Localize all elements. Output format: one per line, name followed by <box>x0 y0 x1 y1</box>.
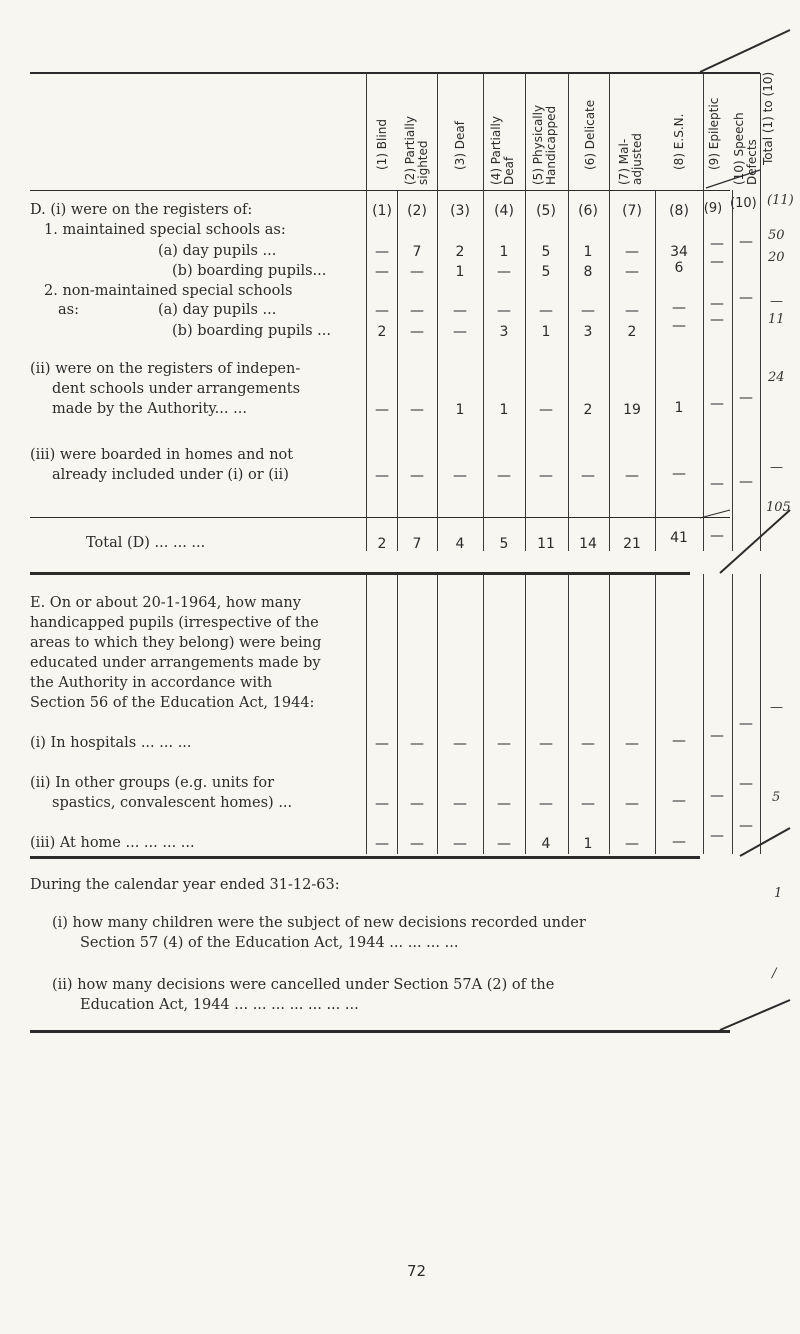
col-number: (9) <box>703 201 723 216</box>
cell: — <box>410 264 424 280</box>
cell: — <box>410 796 424 812</box>
cell: — <box>672 318 686 334</box>
cell: 1 <box>541 324 551 340</box>
cell: — <box>375 796 389 812</box>
col-header-deaf: (3) Deaf <box>453 120 467 170</box>
cell: — <box>453 796 467 812</box>
cell: — <box>672 466 686 482</box>
column-rule <box>483 574 484 854</box>
cell: 41 <box>670 530 688 546</box>
cell: 1 <box>674 400 684 416</box>
column-rule <box>732 574 733 854</box>
column-rule <box>397 574 398 854</box>
column-rule <box>568 73 569 551</box>
cell: — <box>375 244 389 260</box>
cell: 11 <box>768 312 785 327</box>
row-label: (ii) were on the registers of indepen- <box>30 361 301 377</box>
col-header-partially-sighted: (2) Partially sighted <box>403 116 430 185</box>
cell: 2 <box>455 244 465 260</box>
cell: — <box>539 736 553 752</box>
column-rule <box>525 73 526 551</box>
cell: 1 <box>455 402 465 418</box>
col-header-blind: (1) Blind <box>375 119 389 170</box>
col-number: (4) <box>494 203 514 219</box>
footer-q2: (ii) how many decisions were cancelled under Section 57A (2) of the <box>52 977 555 993</box>
column-rule <box>397 190 398 551</box>
column-rule <box>655 190 656 551</box>
bottom-rule <box>30 1030 730 1033</box>
cell: 5 <box>499 536 509 552</box>
margin-stroke <box>700 30 790 72</box>
cell: 5 <box>541 244 551 260</box>
col-number: (1) <box>372 203 392 219</box>
cell: — <box>410 324 424 340</box>
cell: — <box>497 796 511 812</box>
col-number: (8) <box>669 203 689 219</box>
cell: — <box>453 468 467 484</box>
column-rule <box>760 574 761 854</box>
section-rule <box>30 572 690 575</box>
cell: — <box>497 303 511 319</box>
col-header-maladjusted: (7) Mal- adjusted <box>617 133 644 185</box>
column-rule <box>525 574 526 854</box>
footer-q2: Education Act, 1944 ... ... ... ... ... ... ... <box>80 997 359 1013</box>
cell: — <box>710 788 724 804</box>
col-number: (6) <box>578 203 598 219</box>
cell: — <box>710 254 724 270</box>
cell: 24 <box>768 370 785 385</box>
cell: — <box>625 796 639 812</box>
col-header-physically-handicapped: (5) Physically Handicapped <box>531 104 558 185</box>
cell: — <box>581 796 595 812</box>
cell: — <box>581 303 595 319</box>
cell: — <box>497 836 511 852</box>
column-rule <box>437 73 438 551</box>
cell: — <box>710 528 724 544</box>
cell: — <box>739 818 753 834</box>
cell: 1 <box>583 244 593 260</box>
cell: 1 <box>499 244 509 260</box>
cell: 2 <box>377 324 387 340</box>
cell: 11 <box>537 536 555 552</box>
header-rule <box>30 190 730 191</box>
cell: — <box>710 396 724 412</box>
cell: — <box>625 244 639 260</box>
section-e-line: E. On or about 20-1-1964, how many <box>30 595 301 611</box>
cell: — <box>710 828 724 844</box>
cell: 3 <box>583 324 593 340</box>
col-number: (3) <box>450 203 470 219</box>
section-e-line: educated under arrangements made by <box>30 655 321 671</box>
cell: — <box>739 474 753 490</box>
cell: — <box>453 836 467 852</box>
cell: 5 <box>541 264 551 280</box>
cell: — <box>625 303 639 319</box>
cell: — <box>497 468 511 484</box>
cell: — <box>581 736 595 752</box>
cell: — <box>453 324 467 340</box>
cell: 1 <box>583 836 593 852</box>
cell: — <box>710 312 724 328</box>
cell: — <box>672 300 686 316</box>
cell: 20 <box>768 250 785 265</box>
page-number: 72 <box>407 1262 427 1280</box>
col-number: (5) <box>536 203 556 219</box>
cell: — <box>410 303 424 319</box>
cell: 7 <box>412 536 422 552</box>
cell: 8 <box>583 264 593 280</box>
row-label: (iii) At home ... ... ... ... <box>30 835 195 851</box>
row-label: already included under (i) or (ii) <box>52 467 289 483</box>
cell: — <box>625 264 639 280</box>
col-number: (11) <box>767 193 794 208</box>
section-e-line: the Authority in accordance with <box>30 675 273 691</box>
section-rule <box>30 856 700 859</box>
row-label: (i) In hospitals ... ... ... <box>30 735 192 751</box>
col-number: (2) <box>407 203 427 219</box>
row-label: made by the Authority... ... <box>52 401 247 417</box>
cell: — <box>410 736 424 752</box>
cell: — <box>453 736 467 752</box>
column-rule <box>366 574 367 854</box>
cell: 19 <box>623 402 641 418</box>
column-rule <box>483 73 484 551</box>
cell: 2 <box>583 402 593 418</box>
column-rule <box>609 73 610 551</box>
footer-intro: During the calendar year ended 31-12-63: <box>30 877 340 893</box>
col-header-esn: (8) E.S.N. <box>672 113 686 170</box>
cell: — <box>739 234 753 250</box>
cell: — <box>710 296 724 312</box>
cell: 2 <box>377 536 387 552</box>
section-e-line: Section 56 of the Education Act, 1944: <box>30 695 315 711</box>
cell: 5 <box>772 790 781 805</box>
cell: 14 <box>579 536 597 552</box>
row-label: (a) day pupils ... <box>158 243 277 259</box>
cell: 4 <box>541 836 551 852</box>
cell: — <box>739 390 753 406</box>
cell: 34 <box>670 244 688 260</box>
row-label: dent schools under arrangements <box>52 381 301 397</box>
cell: — <box>497 264 511 280</box>
footer-q2-answer: / <box>772 966 777 981</box>
cell: 3 <box>499 324 509 340</box>
row-label: (ii) In other groups (e.g. units for <box>30 775 275 791</box>
cell: 1 <box>455 264 465 280</box>
cell: — <box>539 468 553 484</box>
cell: 4 <box>455 536 465 552</box>
cell: — <box>375 402 389 418</box>
col-header-total: Total (1) to (10) <box>761 71 775 165</box>
total-label: Total (D) ... ... ... <box>86 535 206 551</box>
col-header-partially-deaf: (4) Partially Deaf <box>489 116 516 185</box>
row-label: as: <box>58 302 79 318</box>
col-number: (7) <box>622 203 642 219</box>
cell: — <box>625 836 639 852</box>
margin-stroke <box>720 1000 790 1030</box>
row-label: (b) boarding pupils ... <box>172 323 331 339</box>
cell: 21 <box>623 536 641 552</box>
cell: 105 <box>766 500 791 515</box>
row-label: (a) day pupils ... <box>158 302 277 318</box>
cell: — <box>672 733 686 749</box>
column-rule <box>609 574 610 854</box>
cell: — <box>410 836 424 852</box>
cell: 50 <box>768 228 785 243</box>
top-rule <box>30 72 760 74</box>
column-rule <box>437 574 438 854</box>
section-e-line: areas to which they belong) were being <box>30 635 322 651</box>
cell: — <box>539 402 553 418</box>
cell: — <box>710 236 724 252</box>
row-label: 1. maintained special schools as: <box>44 222 286 238</box>
total-rule <box>30 517 730 518</box>
cell: — <box>710 728 724 744</box>
cell: — <box>770 294 783 309</box>
cell: — <box>539 303 553 319</box>
col-header-delicate: (6) Delicate <box>583 99 597 170</box>
row-label: (iii) were boarded in homes and not <box>30 447 294 463</box>
cell: — <box>410 402 424 418</box>
cell: — <box>710 476 724 492</box>
cell: — <box>375 736 389 752</box>
col-header-epileptic: (9) Epileptic <box>707 97 721 170</box>
column-rule <box>703 574 704 854</box>
column-rule <box>655 574 656 854</box>
cell: — <box>539 796 553 812</box>
col-header-speech-defects: (10) Speech Defects <box>732 112 759 185</box>
cell: — <box>581 468 595 484</box>
cell: — <box>453 303 467 319</box>
cell: — <box>497 736 511 752</box>
cell: — <box>375 468 389 484</box>
cell: — <box>672 834 686 850</box>
cell: — <box>770 460 783 475</box>
cell: 7 <box>412 244 422 260</box>
cell: — <box>672 793 686 809</box>
cell: — <box>739 290 753 306</box>
cell: — <box>375 264 389 280</box>
cell: — <box>410 468 424 484</box>
footer-q1-answer: 1 <box>774 886 783 901</box>
cell: 6 <box>674 260 684 276</box>
section-d-heading: D. (i) were on the registers of: <box>30 202 253 218</box>
row-label: (b) boarding pupils... <box>172 263 327 279</box>
row-label: 2. non-maintained special schools <box>44 283 293 299</box>
cell: — <box>770 700 783 715</box>
cell: — <box>739 716 753 732</box>
cell: 2 <box>627 324 637 340</box>
footer-q1: Section 57 (4) of the Education Act, 1944 ... ... ... ... <box>80 935 459 951</box>
cell: — <box>739 776 753 792</box>
cell: — <box>375 303 389 319</box>
cell: — <box>625 736 639 752</box>
cell: 1 <box>499 402 509 418</box>
section-e-line: handicapped pupils (irrespective of the <box>30 615 319 631</box>
column-rule <box>568 574 569 854</box>
footer-q1: (i) how many children were the subject of new decisions recorded under <box>52 915 586 931</box>
cell: — <box>625 468 639 484</box>
col-number: (10) <box>730 196 757 211</box>
cell: — <box>375 836 389 852</box>
row-label: spastics, convalescent homes) ... <box>52 795 293 811</box>
